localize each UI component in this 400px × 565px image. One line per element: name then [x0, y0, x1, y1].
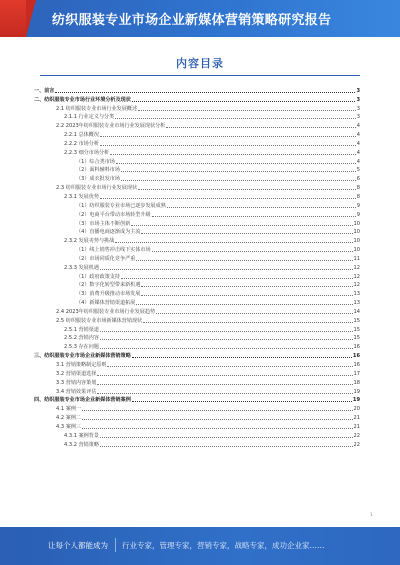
toc-entry-label: 4.3.2 营销策略 [64, 441, 99, 448]
toc-dot-leader [141, 294, 352, 296]
toc-entry[interactable] [30, 209, 360, 218]
toc-dot-leader [131, 224, 352, 226]
toc-entry-page: 18 [353, 379, 360, 386]
toc-entry-label: （2）电商平台带动市场转型升级 [76, 211, 151, 218]
toc-entry-label: 2.2.1 总体概况 [64, 132, 99, 139]
toc-entry-label: （1）纺织服装专业市场已逐步发展成熟 [76, 202, 166, 209]
toc-entry-page: 10 [353, 229, 360, 236]
toc-dot-leader [156, 312, 352, 314]
toc-entry-label: 2.5.3 存在问题 [64, 344, 99, 351]
toc-entry-page: 4 [356, 158, 360, 165]
toc-entry-page: 16 [353, 362, 360, 368]
header-accent-corner [26, 0, 36, 37]
toc-heading: 内容目录 [176, 57, 224, 70]
toc-entry[interactable] [30, 94, 360, 103]
toc-entry[interactable] [30, 227, 360, 236]
toc-entry-page: 6 [356, 176, 360, 183]
toc-dot-leader [121, 170, 356, 172]
toc-entry-label: 2.4 2023年纺织服装专业市场行业发展趋势 [56, 308, 156, 315]
toc-entry-label: 3.3 营销内容策划 [56, 379, 97, 386]
toc-entry-page: 12 [353, 264, 360, 271]
toc-entry[interactable] [30, 306, 360, 315]
toc-entry[interactable] [30, 85, 360, 94]
toc-entry-page: 22 [353, 441, 360, 448]
toc-entry-page: 10 [353, 220, 360, 227]
toc-entry-label: （3）成衣批发市场 [76, 176, 120, 183]
toc-entry[interactable] [30, 173, 360, 182]
toc-entry[interactable] [30, 324, 360, 333]
toc-entry-page: 3 [356, 105, 360, 112]
toc-entry-page: 4 [356, 132, 360, 139]
toc-entry[interactable] [30, 350, 360, 359]
toc-entry[interactable] [30, 430, 360, 439]
toc-entry[interactable] [30, 297, 360, 306]
toc-entry-page: 14 [353, 308, 360, 315]
toc-entry-page: 21 [353, 415, 360, 422]
toc-entry-page: 13 [353, 300, 360, 307]
toc-dot-leader [82, 409, 353, 411]
toc-entry-page: 17 [353, 370, 360, 377]
toc-entry-label: 2.1.1 行业定义与分类 [64, 114, 115, 121]
toc-entry-page: 19 [353, 388, 360, 395]
toc-entry[interactable] [30, 244, 360, 253]
toc-entry[interactable] [30, 156, 360, 165]
toc-entry-page: 20 [353, 406, 360, 413]
toc-dot-leader [132, 356, 352, 358]
toc-dot-leader [132, 100, 356, 102]
toc-dot-leader [100, 144, 356, 146]
toc-entry[interactable] [30, 218, 360, 227]
footer-brand-text: 让每个人都能成为 [48, 541, 108, 550]
toc-entry[interactable] [30, 341, 360, 350]
toc-entry[interactable] [30, 138, 360, 147]
toc-dot-leader [97, 392, 352, 394]
toc-dot-leader [100, 330, 353, 332]
toc-dot-leader [121, 277, 353, 279]
toc-entry-page: 3 [356, 96, 360, 103]
toc-dot-leader [82, 418, 353, 420]
toc-dot-leader [132, 400, 352, 402]
toc-entry[interactable] [30, 235, 360, 244]
toc-entry-page: 3 [356, 87, 360, 94]
toc-entry-page: 12 [353, 282, 360, 289]
toc-dot-leader [166, 126, 355, 128]
toc-dot-leader [100, 197, 356, 199]
toc-entry-label: （4）新媒体营销渠道拓展 [76, 300, 136, 307]
toc-entry-page: 22 [353, 432, 360, 439]
toc-entry-page: 16 [353, 344, 360, 351]
toc-entry[interactable] [30, 253, 360, 262]
toc-entry-label: （4）直播电商逐渐成为主流 [76, 229, 141, 236]
document-header [0, 0, 400, 37]
toc-entry-page: 9 [356, 202, 360, 209]
toc-entry[interactable] [30, 439, 360, 448]
toc-entry-label: 2.2 2023年纺织服装专业市场行业发展现状分析 [56, 123, 166, 130]
toc-entry-label: （2）面料辅料市场 [76, 167, 120, 174]
toc-entry-label: （1）政府政策支持 [76, 273, 120, 280]
toc-entry-page: 13 [353, 291, 360, 298]
toc-entry[interactable] [30, 200, 360, 209]
toc-entry-page: 11 [353, 255, 360, 262]
toc-entry-page: 5 [356, 167, 360, 174]
toc-entry-page: 19 [352, 397, 360, 404]
toc-dot-leader [152, 215, 356, 217]
toc-entry-label: 2.5 纺织服装专业市场新媒体营销现状 [56, 317, 143, 324]
toc-entry[interactable] [30, 129, 360, 138]
toc-dot-leader [100, 347, 353, 349]
toc-entry-label: （2）市场同质化竞争严重 [76, 255, 136, 262]
toc-entry-page: 4 [356, 149, 360, 156]
toc-entry-page: 21 [353, 423, 360, 430]
toc-entry-label: （3）市场主体不断创新 [76, 220, 131, 227]
toc-entry-label: （1）综合类市场 [76, 158, 115, 165]
toc-entry[interactable] [30, 421, 360, 430]
toc-entry-label: 四、纺织服装专业市场企业新媒体营销案例 [34, 397, 131, 404]
toc-entry[interactable] [30, 333, 360, 342]
toc-entry-label: 三、纺织服装专业市场企业新媒体营销策略 [34, 353, 131, 360]
toc-entry-label: （1）线上销售冲击线下实体市场 [76, 247, 151, 254]
toc-entry-label: 3.2 营销渠道选择 [56, 370, 97, 377]
toc-dot-leader [100, 135, 356, 137]
toc-entry-label: 一、前言 [34, 87, 55, 94]
footer-divider [115, 538, 116, 552]
toc-entry[interactable] [30, 262, 360, 271]
toc-entry-page: 15 [353, 335, 360, 342]
toc-entry-page: 4 [356, 140, 360, 147]
toc-entry-label: 2.3 纺织服装专业市场行业发展现状 [56, 185, 138, 192]
toc-entry-label: 2.5.2 营销内容 [64, 335, 99, 342]
toc-dot-leader [143, 321, 352, 323]
footer-slogan: 行业专家，管理专家，营销专家，战略专家，成功企业家…… [122, 541, 325, 550]
toc-entry[interactable] [30, 147, 360, 156]
toc-entry-page: 15 [353, 317, 360, 324]
toc-entry[interactable] [30, 359, 360, 368]
toc-entry[interactable] [30, 395, 360, 404]
toc-dot-leader [121, 179, 356, 181]
toc-entry-page: 10 [353, 247, 360, 254]
toc-entry-label: 3.4 营销效果评估 [56, 388, 97, 395]
toc-entry[interactable] [30, 377, 360, 386]
toc-entry-label: 4.1 案例一 [56, 406, 82, 413]
toc-entry-label: 4.3.1 案例背景 [64, 432, 99, 439]
toc-entry[interactable] [30, 120, 360, 129]
toc-entry-label: 二、纺织服装专业市场行业环境分析及现状 [34, 96, 131, 103]
toc-entry-page: 12 [353, 273, 360, 280]
toc-dot-leader [82, 427, 353, 429]
toc-entry[interactable] [30, 112, 360, 121]
toc-divider [40, 75, 360, 76]
toc-entry-page: 15 [353, 326, 360, 333]
toc-dot-leader [152, 250, 353, 252]
toc-dot-leader [97, 374, 352, 376]
toc-entry-label: 3.1 营销策略制定原则 [56, 362, 107, 368]
toc-dot-leader [110, 153, 356, 155]
toc-dot-leader [100, 268, 353, 270]
toc-entry-page: 9 [356, 211, 360, 218]
document-title: 纺织服装专业市场企业新媒体营销策略研究报告 [52, 13, 332, 28]
toc-dot-leader [55, 91, 355, 93]
document-footer [0, 527, 400, 565]
toc-entry[interactable] [30, 165, 360, 174]
toc-dot-leader [116, 162, 356, 164]
toc-entry-label: 2.3.3 发展机遇 [64, 264, 99, 271]
toc-dot-leader [138, 109, 356, 111]
toc-dot-leader [141, 285, 352, 287]
table-of-contents [30, 85, 360, 448]
toc-entry[interactable] [30, 386, 360, 395]
toc-entry[interactable] [30, 315, 360, 324]
toc-dot-leader [141, 232, 352, 234]
toc-entry[interactable] [30, 271, 360, 280]
toc-entry-page: 3 [356, 114, 360, 121]
toc-dot-leader [97, 383, 352, 385]
toc-entry-label: （2）数字化转型带来新机遇 [76, 282, 141, 289]
toc-entry[interactable] [30, 103, 360, 112]
toc-dot-leader [107, 365, 352, 367]
toc-entry[interactable] [30, 191, 360, 200]
toc-dot-leader [115, 241, 352, 243]
page-number: 1 [370, 512, 373, 517]
toc-entry-label: （3）消费升级推动市场发展 [76, 291, 141, 298]
toc-dot-leader [167, 206, 356, 208]
toc-entry[interactable] [30, 368, 360, 377]
toc-dot-leader [100, 445, 353, 447]
toc-entry[interactable] [30, 403, 360, 412]
toc-entry-page: 16 [352, 353, 360, 360]
toc-entry-label: 2.3.1 发展优势 [64, 193, 99, 200]
toc-entry-page: 8 [356, 185, 360, 192]
toc-dot-leader [136, 303, 352, 305]
toc-entry-page: 4 [356, 123, 360, 130]
toc-entry-label: 2.3.2 发展劣势与挑战 [64, 238, 115, 245]
toc-entry-label: 2.1 纺织服装专业市场行业发展概述 [56, 105, 138, 112]
toc-dot-leader [115, 117, 356, 119]
toc-entry-label: 2.2.2 市场分析 [64, 140, 99, 147]
toc-entry-label: 2.5.1 营销渠道 [64, 326, 99, 333]
toc-dot-leader [136, 259, 352, 261]
toc-entry[interactable] [30, 280, 360, 289]
toc-dot-leader [100, 338, 353, 340]
toc-entry-label: 4.3 案例三 [56, 423, 82, 430]
toc-entry-page: 8 [356, 193, 360, 200]
toc-entry[interactable] [30, 182, 360, 191]
toc-entry-label: 2.2.3 细分市场分析 [64, 149, 110, 156]
toc-dot-leader [100, 436, 353, 438]
toc-entry[interactable] [30, 288, 360, 297]
toc-entry-page: 10 [353, 238, 360, 245]
toc-dot-leader [138, 188, 356, 190]
header-accent-bar [0, 0, 26, 37]
toc-entry-label: 4.2 案例二 [56, 415, 82, 422]
toc-entry[interactable] [30, 412, 360, 421]
